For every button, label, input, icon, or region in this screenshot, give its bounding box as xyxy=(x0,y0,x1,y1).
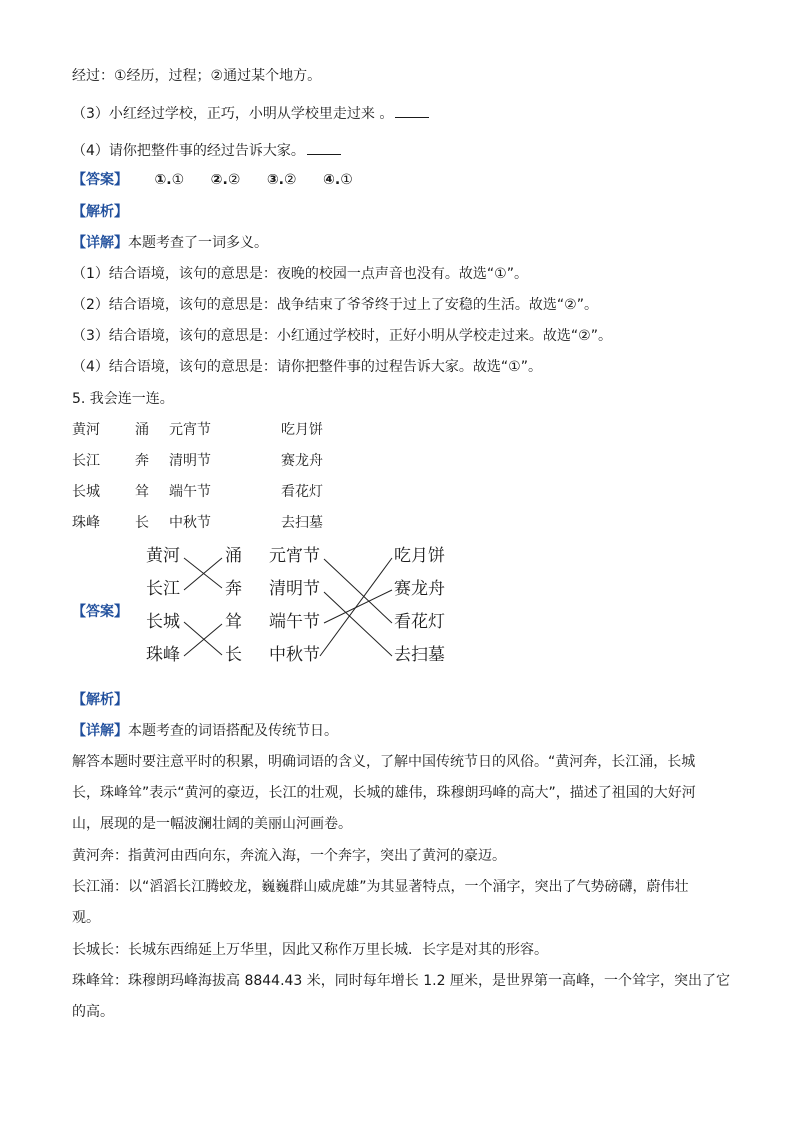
q5-col2-item: 长 xyxy=(135,515,149,531)
detail-label: 【详解】 xyxy=(72,235,128,251)
q5-col2-item: 涌 xyxy=(135,422,149,438)
match-col2-item: 涌 xyxy=(225,546,242,566)
match-col3-item: 清明节 xyxy=(269,579,320,599)
q5-col3-item: 端午节 xyxy=(169,484,211,500)
match-col2-item: 耸 xyxy=(225,612,242,632)
paragraph-line: 长江涌：以“滔滔长江腾蛟龙，巍巍群山威虎雄”为其显著特点，一个涌字，突出了气势磅礴，蔚伟壮 xyxy=(72,879,689,895)
question-5-title: 5. 我会连一连。 xyxy=(72,391,174,407)
q5-col4-item: 去扫墓 xyxy=(281,515,323,531)
q5-col4-item: 吃月饼 xyxy=(281,422,323,438)
paragraph-line: 长城长：长城东西绵延上万华里，因此又称作万里长城．长字是对其的形容。 xyxy=(72,942,548,958)
q5-col3-item: 清明节 xyxy=(169,453,211,469)
match-col3-item: 元宵节 xyxy=(269,546,320,566)
answer-item: ③.② xyxy=(266,172,297,188)
q5-col1-item: 长江 xyxy=(72,453,100,469)
detail-text: 本题考查的词语搭配及传统节日。 xyxy=(128,723,338,739)
q5-col2-item: 奔 xyxy=(135,453,149,469)
match-col1-item: 黄河 xyxy=(146,546,180,566)
definition-line: 经过：①经历，过程；②通过某个地方。 xyxy=(72,68,322,84)
q5-col3-item: 元宵节 xyxy=(169,422,211,438)
match-col4-item: 吃月饼 xyxy=(394,546,445,566)
match-line xyxy=(324,559,392,623)
q5-col3-item: 中秋节 xyxy=(169,515,211,531)
answer-item: ②.② xyxy=(210,172,241,188)
paragraph-line: 解答本题时要注意平时的积累，明确词语的含义，了解中国传统节日的风俗。“黄河奔，长江涌，长城 xyxy=(72,754,696,770)
analysis-label: 【解析】 xyxy=(72,204,128,220)
answer-label: 【答案】 xyxy=(72,172,128,188)
answer-label: 【答案】 xyxy=(72,604,128,620)
paragraph-line: 长，珠峰耸”表示“黄河的豪迈，长江的壮观，长城的雄伟，珠穆朗玛峰的高大”，描述了祖国的大好河 xyxy=(72,785,696,801)
match-col3-item: 端午节 xyxy=(269,612,320,632)
match-line xyxy=(184,622,222,655)
paragraph-line: 观。 xyxy=(72,910,100,926)
question-4-text: （4）请你把整件事的经过告诉大家。 xyxy=(72,143,305,159)
q5-col1-item: 珠峰 xyxy=(72,515,100,531)
analysis-line-3: （3）结合语境，该句的意思是：小红通过学校时，正好小明从学校走过来。故选“②”。 xyxy=(72,328,612,344)
paragraph-line: 山，展现的是一幅波澜壮阔的美丽山河画卷。 xyxy=(72,816,352,832)
match-col1-item: 长城 xyxy=(146,612,180,632)
q5-col2-item: 耸 xyxy=(135,484,149,500)
match-col2-item: 长 xyxy=(225,645,242,665)
paragraph-line: 黄河奔：指黄河由西向东，奔流入海，一个奔字，突出了黄河的豪迈。 xyxy=(72,848,506,864)
match-col4-item: 赛龙舟 xyxy=(394,579,445,599)
answer-item: ④.① xyxy=(323,172,353,188)
question-3-text: （3）小红经过学校，正巧，小明从学校里走过来 。 xyxy=(72,106,394,122)
match-line xyxy=(184,624,222,656)
match-line xyxy=(324,592,392,656)
analysis-line-4: （4）结合语境，该句的意思是：请你把整件事的过程告诉大家。故选“①”。 xyxy=(72,359,542,375)
match-line xyxy=(320,558,392,656)
detail-line xyxy=(72,721,338,741)
paragraph-line: 的高。 xyxy=(72,1004,114,1020)
q5-col1-item: 黄河 xyxy=(72,422,100,438)
answer-item: ①.① xyxy=(154,172,185,188)
match-col4-item: 看花灯 xyxy=(394,612,445,632)
paragraph-line: 珠峰耸：珠穆朗玛峰海拔高 8844.43 米，同时每年增长 1.2 厘米，是世界第一高峰，一个耸字，突出了它 xyxy=(72,973,730,989)
q5-col1-item: 长城 xyxy=(72,484,100,500)
analysis-label: 【解析】 xyxy=(72,692,128,708)
match-col4-item: 去扫墓 xyxy=(394,645,445,665)
q5-col4-item: 赛龙舟 xyxy=(281,453,323,469)
match-col3-item: 中秋节 xyxy=(269,645,320,665)
detail-text: 本题考查了一词多义。 xyxy=(128,235,268,251)
match-col1-item: 长江 xyxy=(146,579,180,599)
q5-col4-item: 看花灯 xyxy=(281,484,323,500)
analysis-line-1: （1）结合语境，该句的意思是：夜晚的校园一点声音也没有。故选“①”。 xyxy=(72,266,528,282)
match-line xyxy=(324,590,392,623)
detail-label: 【详解】 xyxy=(72,723,128,739)
match-col2-item: 奔 xyxy=(225,579,242,599)
match-col1-item: 珠峰 xyxy=(146,645,180,665)
analysis-line-2: （2）结合语境，该句的意思是：战争结束了爷爷终于过上了安稳的生活。故选“②”。 xyxy=(72,297,598,313)
